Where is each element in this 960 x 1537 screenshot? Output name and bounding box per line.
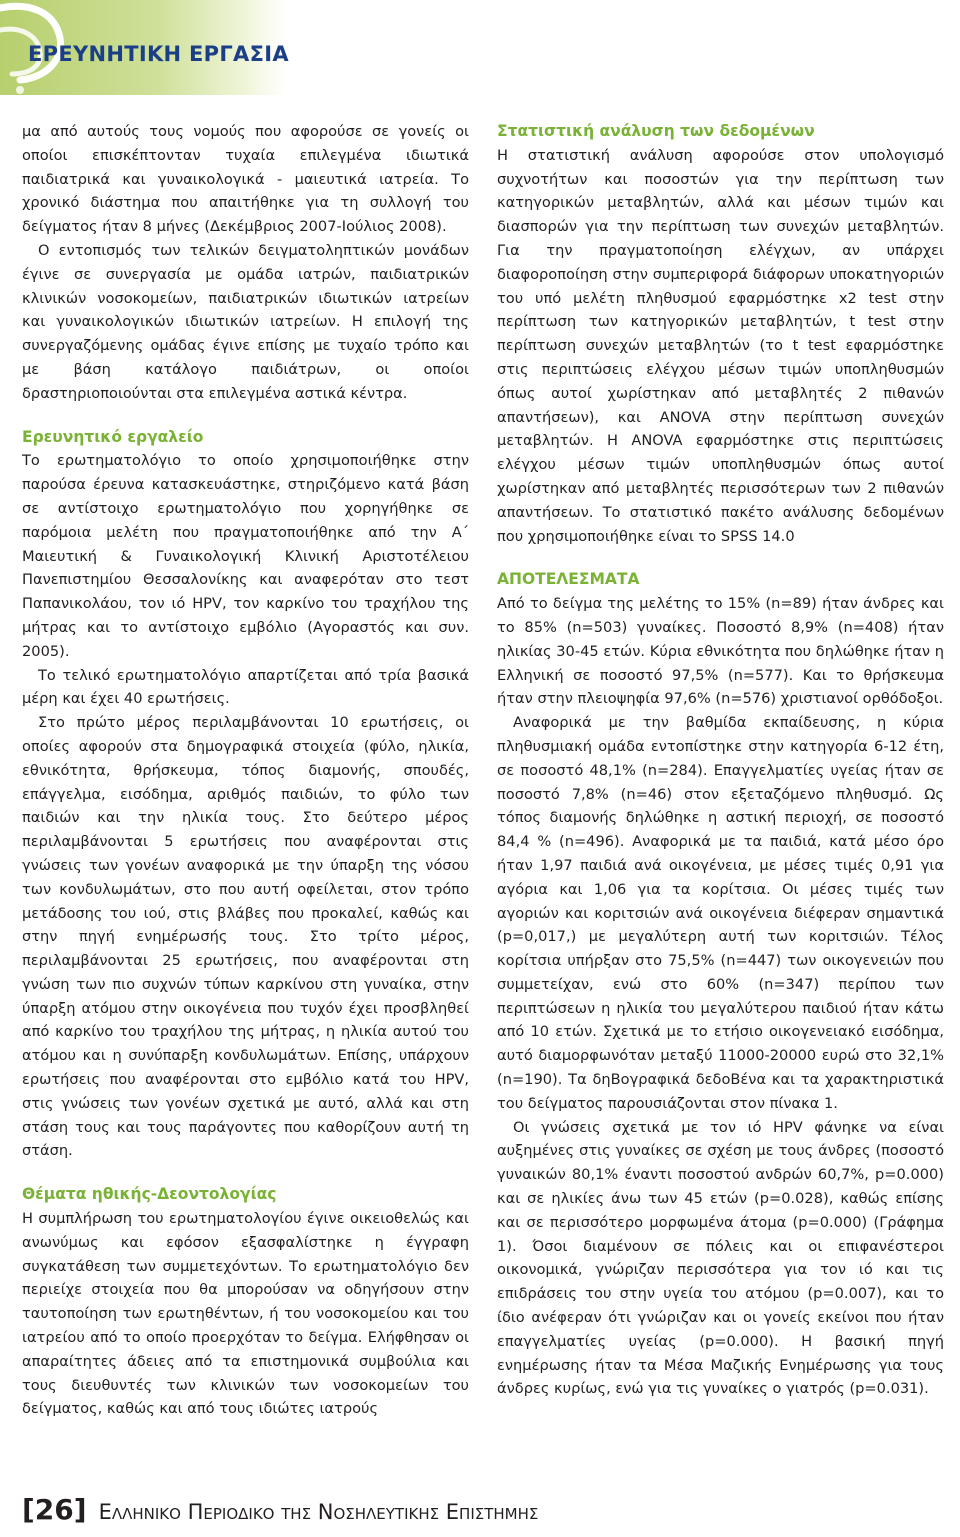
paragraph: Οι γνώσεις σχετικά με τον ιό HPV φάνηκε να είναι αυξημένες στις γυναίκες σε σχέση με τους άνδρες (ποσοστό γυναικών 80,1% έναντι ποσοστού ανδρών 60,7%, p=0.000) και σε ηλικίες άνω των 45 ετών (p=0.028), καθώς επίσης και σε περισσότερο μορφωμένα άτομα (p=0.000) (Γράφημα 1). Όσοι διαμένουν σε πόλεις και οι επιφανέστεροι οικονομικά, γνώριζαν περισσότερα για τον ιό και τις επιδράσεις του στην υγεία του ατόμου (p=0.007), και το ίδιο ανέφεραν ότι γνώριζαν και οι γονείς εκείνοι που ήταν επαγγελματίες υγείας (p=0.000). Η βασική πηγή ενημέρωσης ήταν τα Μέσα Μαζικής Ενημέρωσης για τους άνδρες κυρίως, ενώ για τις γυναίκες ο γιατρός (p=0.031). (497, 1118, 944, 1398)
subheading-results: ΑΠΟΤΕΛΕΣΜΑΤΑ (497, 570, 640, 589)
paragraph: Στο πρώτο μέρος περιλαμβάνονται 10 ερωτήσεις, οι οποίες αφορούν στα δημογραφικά στοιχεία (φύλο, ηλικία, εθνικότητα, θρήσκευμα, τόπος διαμονής, σπουδές, επάγγελμα, εισόδημα, αριθμός παιδιών, το φύλο των παιδιών και την ηλικία τους. Στο δεύτερο μέρος περιλαμβάνονται 5 ερωτήσεις που αναφέρονται στις γνώσεις των γονέων αναφορικά με την ύπαρξη της νόσου των κονδυλωμάτων, στο που αυτή οφείλεται, στον τρόπο μετάδοσης του ιού, στις βλάβες που προκαλεί, καθώς και στην πηγή ενημέρωσής τους. Στο τρίτο μέρος, περιλαμβάνονται 25 ερωτήσεις, που αναφέρονται στη γνώση των πιο συχνών τύπων καρκίνου στη γυναίκα, στην ύπαρξη ατόμου στην οικογένεια που τυχόν έχει προσβληθεί από καρκίνο του τραχήλου της μήτρας, η ηλικία αυτού του ατόμου και η συνύπαρξη κονδυλωμάτων. Επίσης, υπάρχουν ερωτήσεις που αναφέρονται στο εμβόλιο κατά του HPV, στις γνώσεις των γονέων σχετικά με αυτό, αλλά και στη στάση τους και τους παράγοντες που καθορίζουν αυτή τη στάση. (22, 714, 469, 1160)
paragraph: Αναφορικά με την βαθμίδα εκπαίδευσης, η κύρια πληθυσμιακή ομάδα εντοπίστηκε στην κατηγορία 6-12 έτη, σε ποσοστό 48,1% (n=284). Επαγγελματίες υγείας ήταν σε ποσοστό 7,8% (n=46) στον εξεταζόμενο πληθυσμό. Ως τόπος διαμονής δηλώθηκε η αστική περιοχή, σε ποσοστό 84,4 % (n=496). Αναφορικά με τα παιδιά, κατά μέσο όρο ήταν 1,97 παιδιά ανά οικογένεια, με μέσες τιμές 0,91 για αγόρια και 1,06 για τα κορίτσια. Οι μέσες τιμές των αγοριών και κοριτσιών ανά οικογένεια διέφεραν σημαντικά (p=0,017,) με μεγαλύτερη αυτή των κοριτσιών. Τέλος κορίτσια υπήρξαν στο 75,5% (n=447) των οικογενειών που συμμετείχαν, ενώ στο 60% (n=347) περίπου των περιπτώσεων η ηλικία του μεγαλύτερου παιδιού ήταν κάτω από 10 ετών. Σχετικά με το ετήσιο οικογενειακό εισόδημα, αυτό διαμορφωνόταν μεταξύ 11000-20000 ευρώ στο 32,1% (n=190). Τα δηΒογραφικά δεδοΒένα και τα χαρακτηριστικά του δείγματος παρουσιάζονται στον πίνακα 1. (497, 714, 944, 1112)
subheading-statistical-analysis: Στατιστική ανάλυση των δεδομένων (497, 122, 815, 140)
journal-name: Ελληνικο Περιοδικο της Νοσηλευτικης Επιστημης (98, 1500, 539, 1524)
subheading-research-tool: Ερευνητικό εργαλείο (22, 427, 204, 446)
paragraph: μα από αυτούς τους νομούς που αφορούσε σε γονείς οι οποίοι επισκέπτονταν τυχαία επιλεγμένα ιδιωτικά παιδιατρικά και γυναικολογικά - μαιευτικά ιατρεία. Το χρονικό διάστημα που απαιτήθηκε για τη συλλογή του δείγματος ήταν 8 μήνες (Δεκέμβριος 2007-Ιούλιος 2008). (22, 123, 469, 236)
paragraph: Από το δείγμα της μελέτης το 15% (n=89) ήταν άνδρες και το 85% (n=503) γυναίκες. Ποσοστό 8,9% (n=408) ήταν ηλικίας 30-45 ετών. Κύρια εθνικότητα που δηλώθηκε ήταν η Ελληνική σε ποσοστό 97,5% (n=577). Και το θρήσκευμα ήταν στην πλειοψηφία 97,6% (n=576) χριστιανοί ορθόδοξοι. (497, 595, 944, 708)
page-number: [26] (22, 1493, 87, 1526)
paragraph: Η συμπλήρωση του ερωτηματολογίου έγινε οικειοθελώς και ανωνύμως και εφόσον εξασφαλίστηκε η έγγραφη συγκατάθεση των συμμετεχόντων. Το ερωτηματολόγιο δεν περιείχε στοιχεία που θα μπορούσαν να οδηγήσουν στην ταυτοποίηση των ερωτηθέντων, ή του νοσοκομείου και του ιατρείου από το οποίο προερχόταν το δείγμα. Ελήφθησαν οι απαραίτητες άδειες από τα επιστημονικά συμβούλια και τους διευθυντές των κλινικών των νοσοκομείων του δείγματος, καθώς και από τους ιδιώτες ιατρούς (22, 1210, 469, 1418)
page-footer (22, 1493, 940, 1533)
subheading-ethics: Θέματα ηθικής-Δεοντολογίας (22, 1185, 277, 1204)
paragraph: Το ερωτηματολόγιο το οποίο χρησιμοποιήθηκε στην παρούσα έρευνα κατασκευάστηκε, στηριζόμενο κατά βάση σε αντίστοιχο ερωτηματολόγιο που χορηγήθηκε σε παρόμοια μελέτη που πραγματοποιήθηκε από την Α΄ Μαιευτική & Γυναικολογική Κλινική Αριστοτέλειου Πανεπιστημίου Θεσσαλονίκης και αναφερόταν στο τεστ Παπανικολάου, τον ιό HPV, τον καρκίνο του τραχήλου της μήτρας και το αντίστοιχο εμβόλιο (Αγοραστός και συν. 2005). (22, 452, 469, 660)
paragraph: Ο εντοπισμός των τελικών δειγματοληπτικών μονάδων έγινε σε συνεργασία με ομάδα ιατρών, παιδιατρικών κλινικών νοσοκομείων, παιδιατρικών ιδιωτικών ιατρείων και γυναικολογικών ιδιωτικών ιατρείων. Η επιλογή της συνεργαζόμενης ομάδας έγινε επίσης με τυχαίο τρόπο και με βάση κατάλογο παιδιάτρων, οι οποίοι δραστηριοποιούνται στα επιλεγμένα αστικά κέντρα. (22, 241, 469, 402)
left-column (22, 120, 469, 1421)
section-title: ΕΡΕΥΝΗΤΙΚΗ ΕΡΓΑΣΙΑ (28, 42, 289, 66)
paragraph: Η στατιστική ανάλυση αφορούσε στον υπολογισμό συχνοτήτων και ποσοστών για την περίπτωση των κατηγορικών μεταβλητών, αλλά και μέσων τιμών και διασπορών για την περίπτωση των συνεχών μεταβλητών. Για την πραγματοποίηση ελέγχων, αν υπάρχει διαφοροποίηση στην συμπεριφορά διάφορων υποκατηγοριών του υπό μελέτη πληθυσμού εφαρμόστηκε x2 test στην περίπτωση των κατηγορικών μεταβλητών, t test στην περίπτωση συνεχών μεταβλητών (το t test εφαρμόστηκε στις περιπτώσεις ελέγχου μέσων τιμών υποπληθυσμών όπως αυτοί χωρίστηκαν από μεταβλητές 2 πιθανών απαντήσεων), και ANOVA στην περίπτωση συνεχών μεταβλητών. Η ANOVA εφαρμόστηκε στις περιπτώσεις ελέγχου μέσων τιμών υποπληθυσμών όπως αυτοί χωρίστηκαν από μεταβλητές περισσότερων των 2 πιθανών απαντήσεων. Το στατιστικό πακέτο ανάλυσης δεδομένων που χρησιμοποιήθηκε είναι το SPSS 14.0 (497, 146, 944, 545)
paragraph: Το τελικό ερωτηματολόγιο απαρτίζεται από τρία βασικά μέρη και έχει 40 ερωτήσεις. (22, 666, 469, 708)
right-column (497, 120, 944, 1401)
